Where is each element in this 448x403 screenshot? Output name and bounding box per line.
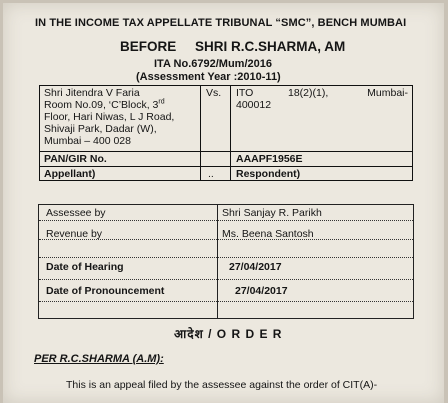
order-title: आदेश / O R D E R bbox=[174, 327, 283, 341]
order-author: PER R.C.SHARMA (A.M): bbox=[34, 353, 164, 365]
address-line: Floor, Hari Niwas, L J Road, bbox=[44, 111, 175, 123]
row-divider bbox=[39, 257, 413, 258]
pronouncement-date-label: Date of Pronouncement bbox=[46, 285, 165, 297]
versus-label: Vs. bbox=[206, 87, 222, 99]
hearing-date-label: Date of Hearing bbox=[46, 261, 124, 273]
pan-label: PAN/GIR No. bbox=[44, 153, 107, 165]
row-divider bbox=[39, 301, 413, 302]
revenue-by-label: Revenue by bbox=[46, 228, 103, 240]
hearing-info-table bbox=[38, 204, 414, 319]
bench-member: BEFORE SHRI R.C.SHARMA, AM bbox=[120, 39, 346, 54]
address-line: Mumbai – 400 028 bbox=[44, 135, 131, 147]
parties-table bbox=[39, 85, 413, 181]
respondent-address bbox=[236, 87, 408, 111]
row-divider bbox=[40, 151, 412, 152]
order-paragraph: This is an appeal filed by the assessee against the order of CIT(A)- bbox=[66, 379, 378, 391]
row-divider bbox=[39, 279, 413, 280]
respondent-office: ITO bbox=[236, 87, 254, 99]
address-line: Shivaji Park, Dadar (W), bbox=[44, 123, 157, 135]
pan-value: AAAPF1956E bbox=[236, 153, 303, 165]
appeal-number: ITA No.6792/Mum/2016 bbox=[154, 58, 272, 70]
separator-dots: .. bbox=[208, 168, 214, 180]
document-page bbox=[3, 3, 444, 403]
revenue-by-value: Ms. Beena Santosh bbox=[222, 228, 314, 240]
address-line: Room No.09, ‘C’Block, 3rd bbox=[44, 98, 165, 111]
address-line: Shri Jitendra V Faria bbox=[44, 87, 140, 99]
respondent-pincode: 400012 bbox=[236, 99, 272, 111]
assessee-by-label: Assessee by bbox=[46, 207, 106, 219]
pronouncement-date-value: 27/04/2017 bbox=[235, 285, 288, 297]
tribunal-heading: IN THE INCOME TAX APPELLATE TRIBUNAL “SMC”, BENCH MUMBAI bbox=[35, 17, 407, 29]
assessee-by-value: Shri Sanjay R. Parikh bbox=[222, 207, 322, 219]
respondent-ward: 18(2)(1), bbox=[288, 87, 329, 99]
hearing-date-value: 27/04/2017 bbox=[229, 261, 282, 273]
row-divider bbox=[40, 166, 412, 167]
appellant-address bbox=[44, 87, 198, 147]
row-divider bbox=[39, 220, 413, 221]
respondent-label: Respondent) bbox=[236, 168, 301, 180]
assessment-year: (Assessment Year :2010-11) bbox=[136, 71, 281, 83]
respondent-city: Mumbai- bbox=[367, 87, 408, 99]
appellant-label: Appellant) bbox=[44, 168, 96, 180]
